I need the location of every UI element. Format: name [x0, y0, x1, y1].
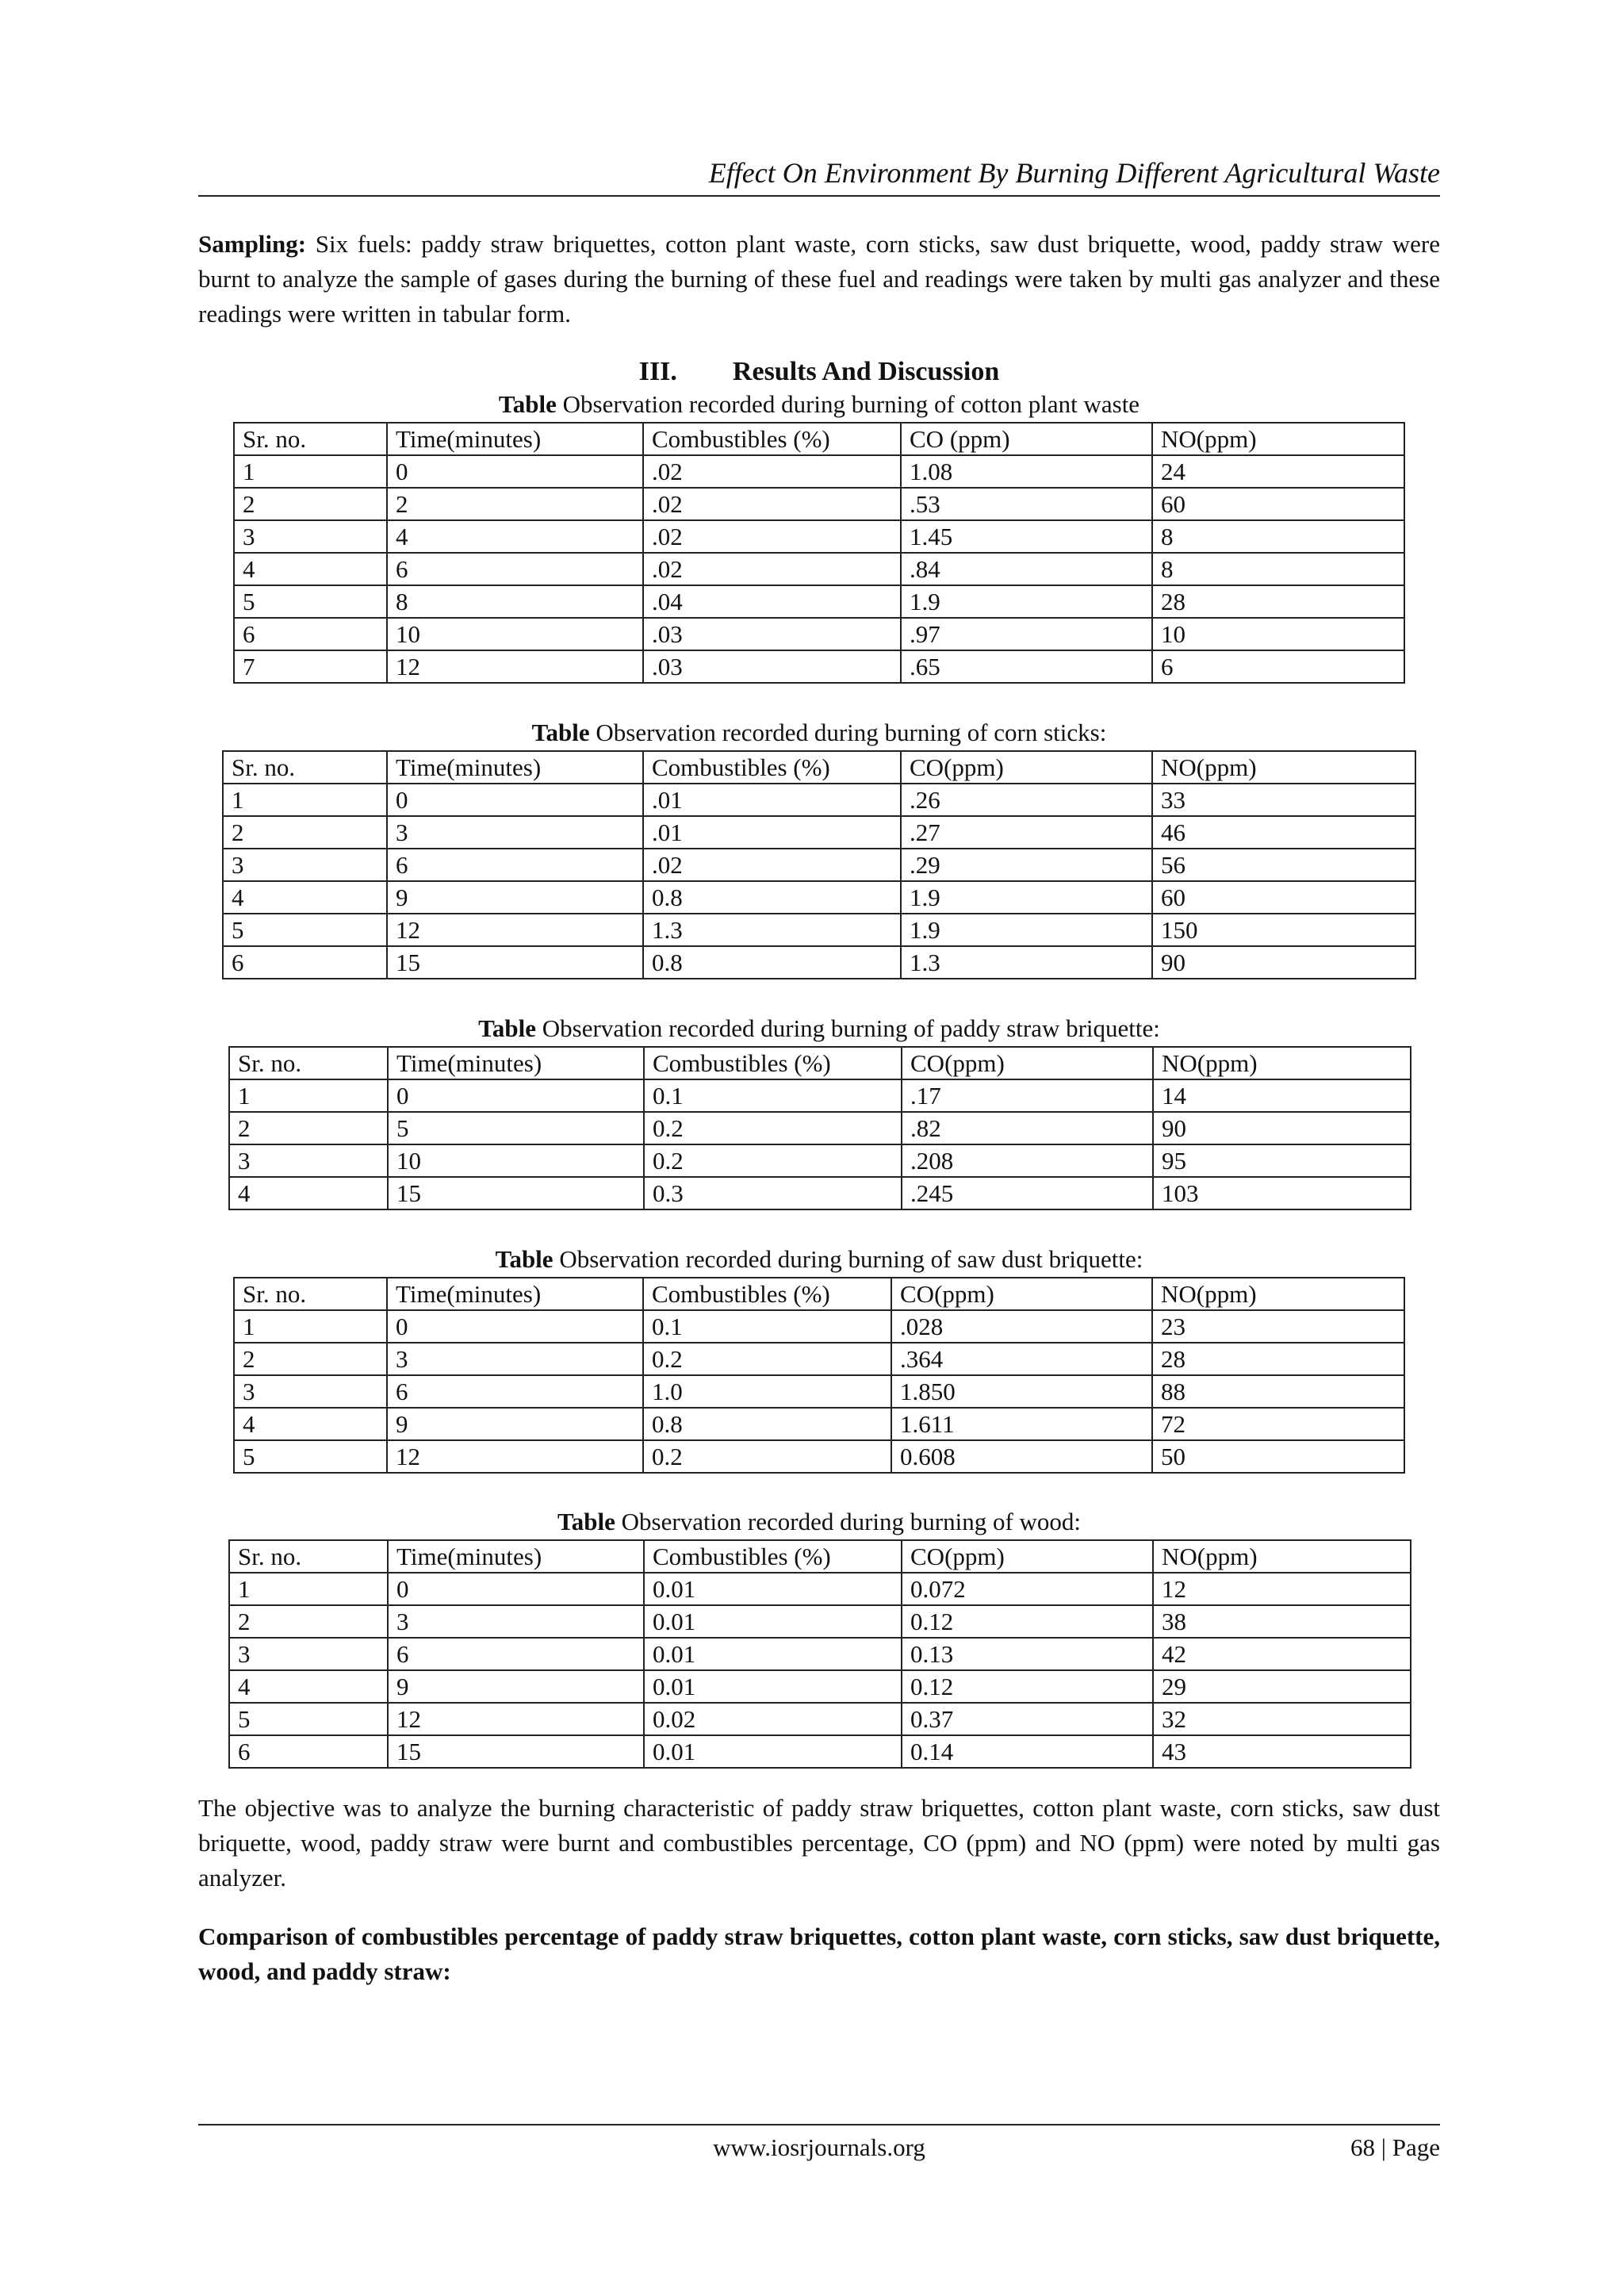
table-row [229, 1112, 1411, 1144]
table-cell: 1.3 [901, 946, 1152, 979]
table-cell: 0.14 [902, 1735, 1153, 1768]
table-cell: 1.9 [901, 914, 1152, 946]
column-header: NO(ppm) [1152, 1278, 1404, 1310]
table-cell: 3 [388, 1605, 644, 1638]
table-cell: 0.2 [644, 1112, 902, 1144]
table-row [229, 1079, 1411, 1112]
table-caption-corn: Table Observation recorded during burning of corn sticks: [531, 719, 1107, 746]
table-row [229, 1573, 1411, 1605]
table-cell: 0.01 [644, 1670, 902, 1703]
table-cell: 1.3 [643, 914, 901, 946]
table-cell: .82 [902, 1112, 1153, 1144]
table-cell: .01 [643, 784, 901, 816]
table-row [229, 1605, 1411, 1638]
table-row [234, 553, 1404, 585]
table-row [234, 1310, 1404, 1343]
table-cell: 0.2 [643, 1343, 891, 1375]
table-cell: .53 [901, 488, 1152, 520]
column-header: Combustibles (%) [644, 1540, 902, 1573]
table-cell: 3 [387, 1343, 643, 1375]
table-cell: 5 [388, 1112, 644, 1144]
column-header: Combustibles (%) [644, 1047, 902, 1079]
table-cell: .245 [902, 1177, 1153, 1209]
table-cell: 38 [1153, 1605, 1411, 1638]
table-cell: 5 [229, 1703, 388, 1735]
table-row [223, 881, 1415, 914]
table-cell: 150 [1152, 914, 1415, 946]
column-header: NO(ppm) [1152, 751, 1415, 784]
table-cell: 0.37 [902, 1703, 1153, 1735]
table-cell: .03 [643, 650, 901, 683]
table-cell: 6 [223, 946, 387, 979]
table-cell: 12 [387, 1440, 643, 1473]
table-cell: 46 [1152, 816, 1415, 849]
table-cell: 0.01 [644, 1573, 902, 1605]
table-cell: 12 [387, 914, 643, 946]
table-cell: 33 [1152, 784, 1415, 816]
table-cell: 0.3 [644, 1177, 902, 1209]
table-cell: 2 [234, 1343, 387, 1375]
table-cell: 9 [388, 1670, 644, 1703]
column-header: Combustibles (%) [643, 751, 901, 784]
table-cell: 1.08 [901, 455, 1152, 488]
table-cell: 1 [234, 455, 387, 488]
table-cell: .208 [902, 1144, 1153, 1177]
table-caption-wood: Table Observation recorded during burning of wood: [557, 1508, 1082, 1535]
table-cell: 10 [387, 618, 643, 650]
table-cell: .97 [901, 618, 1152, 650]
table-cell: 4 [229, 1670, 388, 1703]
table-header-row [229, 1047, 1411, 1079]
table-cell: 0.1 [644, 1079, 902, 1112]
table-header-row [223, 751, 1415, 784]
table-cell: 6 [387, 849, 643, 881]
column-header: Combustibles (%) [643, 1278, 891, 1310]
table-caption-paddy: Table Observation recorded during burning of paddy straw briquette: [478, 1014, 1160, 1042]
table-cell: .028 [891, 1310, 1152, 1343]
table-cell: 3 [234, 520, 387, 553]
table-cell: .65 [901, 650, 1152, 683]
table-row [229, 1735, 1411, 1768]
column-header: Sr. no. [223, 751, 387, 784]
table-cell: 6 [234, 618, 387, 650]
table-cell: 15 [388, 1177, 644, 1209]
table-cell: 0.02 [644, 1703, 902, 1735]
table-cell: 4 [229, 1177, 388, 1209]
sampling-label: Sampling: [198, 230, 307, 258]
column-header: Time(minutes) [388, 1540, 644, 1573]
column-header: Sr. no. [229, 1540, 388, 1573]
table-cell: 56 [1152, 849, 1415, 881]
table-row [223, 849, 1415, 881]
table-cell: 0 [388, 1573, 644, 1605]
table-cell: 3 [229, 1144, 388, 1177]
header-rule [198, 195, 1440, 197]
table-cell: 15 [387, 946, 643, 979]
table-cell: 5 [234, 585, 387, 618]
table-cell: .03 [643, 618, 901, 650]
table-row [223, 914, 1415, 946]
table-cell: 1.0 [643, 1375, 891, 1408]
table-row [229, 1638, 1411, 1670]
table-cell: 15 [388, 1735, 644, 1768]
table-cell: 3 [223, 849, 387, 881]
table-row [234, 488, 1404, 520]
table-cell: 6 [388, 1638, 644, 1670]
table-cell: 24 [1152, 455, 1404, 488]
table-cell: 1.9 [901, 881, 1152, 914]
table-row [234, 618, 1404, 650]
table-row [223, 946, 1415, 979]
column-header: NO(ppm) [1153, 1540, 1411, 1573]
table-cell: 0.01 [644, 1638, 902, 1670]
table-cell: 1 [234, 1310, 387, 1343]
table-cell: 95 [1153, 1144, 1411, 1177]
table-cell: 8 [1152, 553, 1404, 585]
table-caption-sawdust: Table Observation recorded during burning of saw dust briquette: [495, 1245, 1143, 1273]
table-cell: 2 [387, 488, 643, 520]
table-cell: 12 [1153, 1573, 1411, 1605]
footer-rule [198, 2124, 1440, 2125]
column-header: CO(ppm) [891, 1278, 1152, 1310]
table-cell: 4 [234, 1408, 387, 1440]
table-cell: 4 [387, 520, 643, 553]
table-cell: 1 [229, 1573, 388, 1605]
table-row [229, 1670, 1411, 1703]
table-row [223, 816, 1415, 849]
table-cell: .02 [643, 488, 901, 520]
table-cell: 3 [229, 1638, 388, 1670]
table-cell: 9 [387, 1408, 643, 1440]
table-cell: 0 [387, 784, 643, 816]
table-cell: 90 [1152, 946, 1415, 979]
table-cell: 2 [229, 1112, 388, 1144]
column-header: CO(ppm) [901, 751, 1152, 784]
table-row [234, 1343, 1404, 1375]
table-cell: 0 [387, 455, 643, 488]
table-cell: 1.45 [901, 520, 1152, 553]
table-cell: 6 [229, 1735, 388, 1768]
table-cell: 60 [1152, 881, 1415, 914]
table-cell: 0.2 [644, 1144, 902, 1177]
column-header: Sr. no. [234, 1278, 387, 1310]
table-cell: 10 [388, 1144, 644, 1177]
table-cell: .364 [891, 1343, 1152, 1375]
table-cell: .01 [643, 816, 901, 849]
table-cell: 4 [223, 881, 387, 914]
table-cell: 6 [387, 553, 643, 585]
footer-page-number: 68 | Page [1350, 2133, 1440, 2161]
footer-site: www.iosrjournals.org [713, 2133, 925, 2161]
table-cell: 0.01 [644, 1605, 902, 1638]
column-header: NO(ppm) [1152, 423, 1404, 455]
table-cell: 32 [1153, 1703, 1411, 1735]
column-header: Sr. no. [234, 423, 387, 455]
column-header: Time(minutes) [388, 1047, 644, 1079]
table-cell: 1.850 [891, 1375, 1152, 1408]
table-row [234, 650, 1404, 683]
table-cell: .29 [901, 849, 1152, 881]
table-row [229, 1144, 1411, 1177]
table-cell: .02 [643, 455, 901, 488]
table-cell: 43 [1153, 1735, 1411, 1768]
table-row [234, 1408, 1404, 1440]
table-cell: 1 [223, 784, 387, 816]
table-cell: .26 [901, 784, 1152, 816]
table-header-row [234, 423, 1404, 455]
table-cell: 4 [234, 553, 387, 585]
table-cell: 0.608 [891, 1440, 1152, 1473]
table-cell: 1.611 [891, 1408, 1152, 1440]
table-row [234, 520, 1404, 553]
table-cell: 0.12 [902, 1605, 1153, 1638]
column-header: CO(ppm) [902, 1047, 1153, 1079]
table-cell: 90 [1153, 1112, 1411, 1144]
table-row [223, 784, 1415, 816]
table-cell: 7 [234, 650, 387, 683]
table-cell: 9 [387, 881, 643, 914]
table-cell: 29 [1153, 1670, 1411, 1703]
table-cell: 0.13 [902, 1638, 1153, 1670]
table-cell: 12 [387, 650, 643, 683]
table-cell: .04 [643, 585, 901, 618]
column-header: NO(ppm) [1153, 1047, 1411, 1079]
table-cell: .02 [643, 553, 901, 585]
table-cell: 28 [1152, 1343, 1404, 1375]
section-number: III. [638, 357, 677, 386]
table-row [234, 1440, 1404, 1473]
table-cell: 0.2 [643, 1440, 891, 1473]
table-cell: 6 [387, 1375, 643, 1408]
table-cell: 72 [1152, 1408, 1404, 1440]
table-cell: 50 [1152, 1440, 1404, 1473]
column-header: Time(minutes) [387, 751, 643, 784]
table-cell: 12 [388, 1703, 644, 1735]
table-cell: 1 [229, 1079, 388, 1112]
table-cell: .84 [901, 553, 1152, 585]
table-paddy-straw-briquette [228, 1046, 1411, 1210]
table-cell: .17 [902, 1079, 1153, 1112]
column-header: CO (ppm) [901, 423, 1152, 455]
comparison-heading: Comparison of combustibles percentage of paddy straw briquettes, cotton plant waste, corn sticks, saw dust briquette, wood, and paddy straw: [198, 1922, 1440, 1985]
table-cell: .02 [643, 520, 901, 553]
sampling-paragraph [198, 227, 1440, 332]
table-cell: 0.8 [643, 881, 901, 914]
table-cell: 5 [234, 1440, 387, 1473]
column-header: CO(ppm) [902, 1540, 1153, 1573]
table-cell: 5 [223, 914, 387, 946]
section-heading [198, 355, 1440, 389]
table-saw-dust-briquette [233, 1277, 1405, 1474]
table-row [229, 1177, 1411, 1209]
table-wood [228, 1539, 1411, 1769]
table-cell: 0.01 [644, 1735, 902, 1768]
table-cell: 3 [234, 1375, 387, 1408]
table-row [234, 1375, 1404, 1408]
table-row [229, 1703, 1411, 1735]
table-cell: 88 [1152, 1375, 1404, 1408]
table-cell: 0.1 [643, 1310, 891, 1343]
table-cell: 10 [1152, 618, 1404, 650]
table-cell: 2 [229, 1605, 388, 1638]
column-header: Time(minutes) [387, 1278, 643, 1310]
table-cell: 6 [1152, 650, 1404, 683]
sampling-text: Six fuels: paddy straw briquettes, cotton plant waste, corn sticks, saw dust briquette, wood, paddy straw were burnt to analyze the sample of gases during the burning of these fuel and readings were taken by multi gas analyzer and these readings were written in tabular form. [198, 230, 1440, 328]
table-cell: 103 [1153, 1177, 1411, 1209]
table-cell: 0 [388, 1079, 644, 1112]
table-corn-sticks [222, 750, 1416, 979]
table-cell: 28 [1152, 585, 1404, 618]
objective-paragraph: The objective was to analyze the burning characteristic of paddy straw briquettes, cotton plant waste, corn sticks, saw dust briquette, wood, paddy straw were burnt and combustibles percentage, CO (ppm) and NO (ppm) were noted by multi gas analyzer. [198, 1794, 1440, 1892]
table-cotton-plant-waste [233, 422, 1405, 684]
table-cell: 14 [1153, 1079, 1411, 1112]
table-cell: 0.8 [643, 1408, 891, 1440]
column-header: Sr. no. [229, 1047, 388, 1079]
table-caption-cotton: Table Observation recorded during burning of cotton plant waste [498, 390, 1140, 418]
table-cell: .27 [901, 816, 1152, 849]
table-header-row [234, 1278, 1404, 1310]
table-cell: 23 [1152, 1310, 1404, 1343]
section-title: Results And Discussion [732, 357, 1000, 386]
column-header: Time(minutes) [387, 423, 643, 455]
table-cell: 3 [387, 816, 643, 849]
table-cell: 42 [1153, 1638, 1411, 1670]
table-cell: 60 [1152, 488, 1404, 520]
table-cell: .02 [643, 849, 901, 881]
column-header: Combustibles (%) [643, 423, 901, 455]
table-cell: 2 [234, 488, 387, 520]
table-row [234, 455, 1404, 488]
table-header-row [229, 1540, 1411, 1573]
table-row [234, 585, 1404, 618]
table-cell: 0.072 [902, 1573, 1153, 1605]
table-cell: 0.12 [902, 1670, 1153, 1703]
table-cell: 0 [387, 1310, 643, 1343]
table-cell: 1.9 [901, 585, 1152, 618]
table-cell: 0.8 [643, 946, 901, 979]
table-cell: 8 [387, 585, 643, 618]
table-cell: 8 [1152, 520, 1404, 553]
table-cell: 2 [223, 816, 387, 849]
running-header: Effect On Environment By Burning Different Agricultural Waste [708, 157, 1440, 189]
